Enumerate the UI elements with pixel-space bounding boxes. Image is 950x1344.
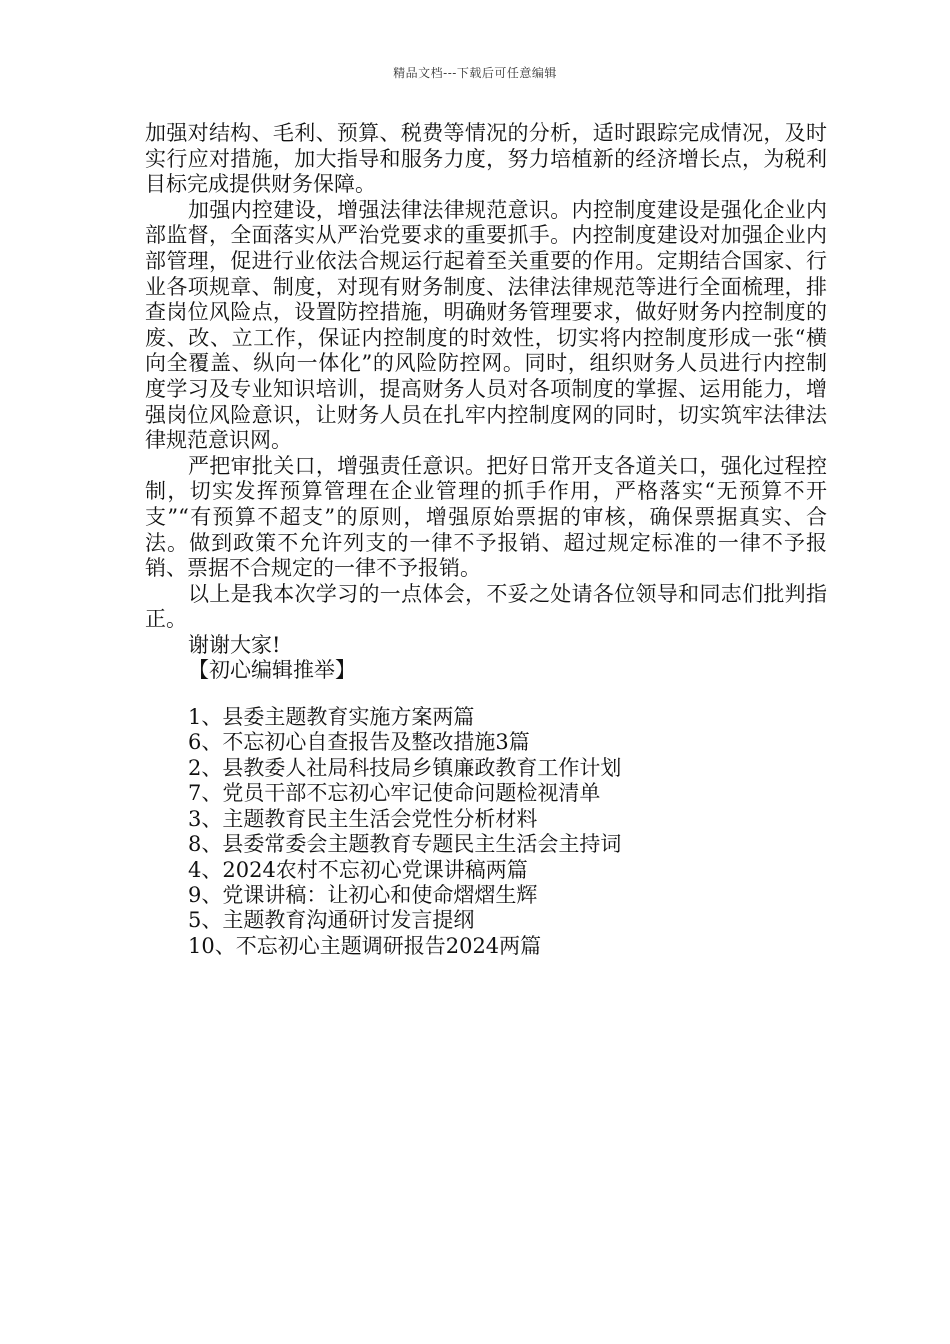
- list-item[interactable]: 4、2024农村不忘初心党课讲稿两篇: [188, 857, 528, 882]
- list-item[interactable]: 9、党课讲稿：让初心和使命熠熠生辉: [188, 882, 538, 907]
- list-item[interactable]: 7、党员干部不忘初心牢记使命问题检视清单: [188, 781, 601, 806]
- spacer: [145, 684, 827, 705]
- list-item[interactable]: 5、主题教育沟通研讨发言提纲: [188, 908, 475, 933]
- paragraph-approval: 严把审批关口，增强责任意识。把好日常开支各道关口，强化过程控制，切实发挥预算管理在企业管理的抓手作用，严格落实“无预算不开支”“有预算不超支”的原则，增强原始票据的审核，确保票据真实、合法。做到政策不允许列支的一律不予报销、超过规定标准的一律不予报销、票据不合规定的一律不予报销。: [145, 453, 827, 581]
- list-item[interactable]: 3、主题教育民主生活会党性分析材料: [188, 806, 538, 831]
- recommend-list: [145, 705, 827, 959]
- paragraph-internal-control: 加强内控建设，增强法律法律规范意识。内控制度建设是强化企业内部监督，全面落实从严治党要求的重要抓手。内控制度建设对加强企业内部管理，促进行业依法合规运行起着至关重要的作用。定期结合国家、行业各项规章、制度，对现有财务制度、法律法律规范等进行全面梳理，排查岗位风险点，设置防控措施，明确财务管理要求，做好财务内控制度的废、改、立工作，保证内控制度的时效性，切实将内控制度形成一张“横向全覆盖、纵向一体化”的风险防控网。同时，组织财务人员进行内控制度学习及专业知识培训，提高财务人员对各项制度的掌握、运用能力，增强岗位风险意识，让财务人员在扎牢内控制度网的同时，切实筑牢法律法律规范意识网。: [145, 197, 827, 453]
- page-header: 精品文档---下载后可任意编辑: [393, 66, 557, 80]
- list-item[interactable]: 2、县教委人社局科技局乡镇廉政教育工作计划: [188, 755, 622, 780]
- list-item[interactable]: 10、不忘初心主题调研报告2024两篇: [188, 933, 542, 958]
- paragraph-thanks: 谢谢大家!: [188, 632, 281, 657]
- document-body: [145, 121, 827, 959]
- list-item[interactable]: 1、县委主题教育实施方案两篇: [188, 705, 475, 730]
- recommend-title: 【初心编辑推举】: [188, 658, 356, 683]
- paragraph-conclusion: 以上是我本次学习的一点体会，不妥之处请各位领导和同志们批判指正。: [145, 581, 827, 632]
- list-item[interactable]: 6、不忘初心自查报告及整改措施3篇: [188, 730, 530, 755]
- paragraph-analysis: 加强对结构、毛利、预算、税费等情况的分析，适时跟踪完成情况，及时实行应对措施，加大指导和服务力度，努力培植新的经济增长点，为税利目标完成提供财务保障。: [145, 121, 827, 197]
- list-item[interactable]: 8、县委常委会主题教育专题民主生活会主持词: [188, 832, 622, 857]
